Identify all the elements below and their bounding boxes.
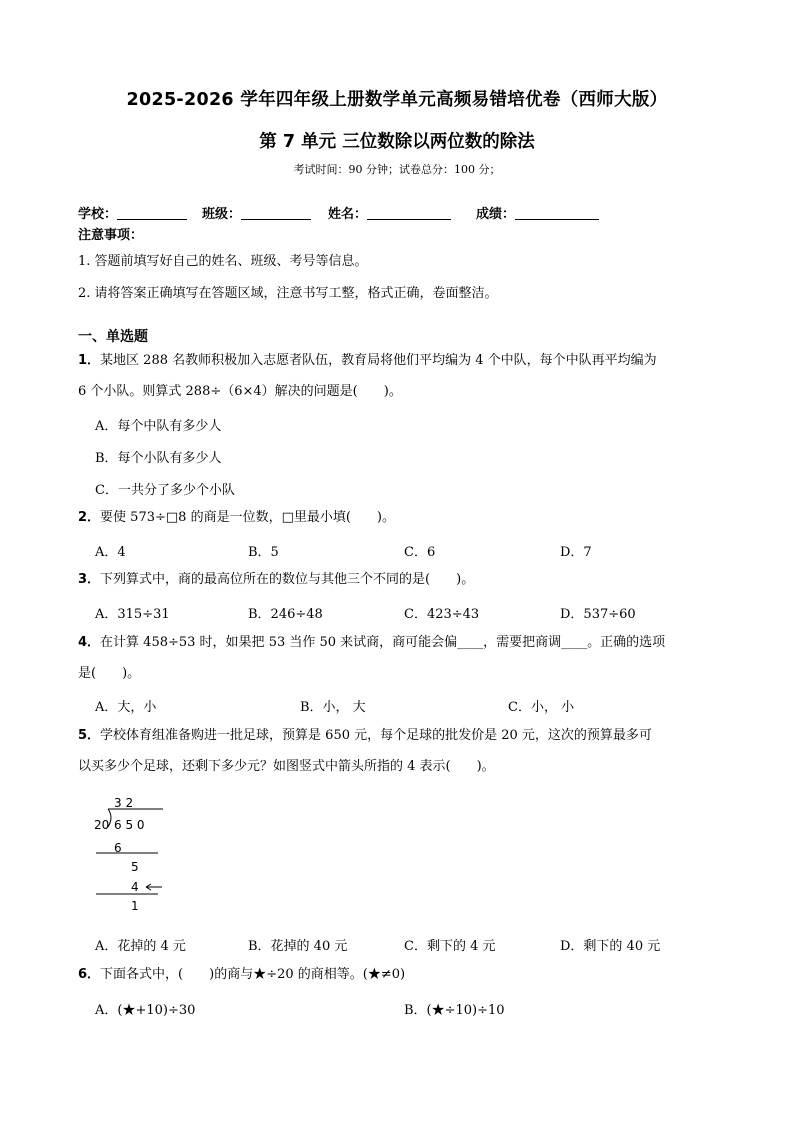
option-c[interactable]: C．小， 小 xyxy=(508,700,575,715)
class-label: 班级： xyxy=(202,207,242,222)
exam-info: 考试时间：90 分钟；试卷总分：100 分； xyxy=(293,163,501,176)
question-3-line1 xyxy=(78,564,474,595)
question-4-line1 xyxy=(78,627,665,658)
option-a[interactable]: A．(★+10)÷30 xyxy=(95,1003,196,1018)
name-blank[interactable] xyxy=(367,207,451,220)
option-a[interactable]: A．花掉的 4 元 xyxy=(95,939,186,954)
score-field[interactable] xyxy=(476,203,599,222)
option-c[interactable]: C．423÷43 xyxy=(404,607,480,622)
question-number: 6． xyxy=(78,967,101,982)
step-value: 5 xyxy=(131,860,139,874)
score-label: 成绩： xyxy=(476,207,516,222)
class-blank[interactable] xyxy=(241,207,311,220)
school-field[interactable] xyxy=(78,203,187,222)
option-a[interactable]: A．4 xyxy=(95,545,126,560)
question-4-line2: 是( )。 xyxy=(78,666,141,681)
unit-title: 第 7 单元 三位数除以两位数的除法 xyxy=(259,132,535,152)
option-c[interactable]: C．剩下的 4 元 xyxy=(404,939,496,954)
note-item: 2. 请将答案正确填写在答题区域，注意书写工整，格式正确，卷面整洁。 xyxy=(78,286,498,301)
question-text: 学校体育组准备购进一批足球，预算是 650 元，每个足球的批发价是 20 元，这次的预算最多可 xyxy=(100,728,652,743)
option-b[interactable]: B．花掉的 40 元 xyxy=(248,939,348,954)
question-number: 4． xyxy=(78,635,101,650)
class-field[interactable] xyxy=(202,203,311,222)
section-title: 一、单选题 xyxy=(78,329,148,345)
dividend: 6 5 0 xyxy=(114,818,145,832)
option-b[interactable]: B．5 xyxy=(248,545,279,560)
question-number: 3． xyxy=(78,572,101,587)
question-number: 5． xyxy=(78,728,101,743)
option-b[interactable]: B．(★÷10)÷10 xyxy=(404,1003,505,1018)
remainder: 1 xyxy=(131,899,139,913)
option-b[interactable]: B．246÷48 xyxy=(248,607,323,622)
question-1-line2: 6 个小队。则算式 288÷（6×4）解决的问题是( )。 xyxy=(78,384,402,399)
option-d[interactable]: D．7 xyxy=(560,545,592,560)
score-blank[interactable] xyxy=(515,207,599,220)
question-number: 1． xyxy=(78,353,101,368)
quotient: 3 2 xyxy=(114,796,134,810)
exam-title: 2025-2026 学年四年级上册数学单元高频易错培优卷（西师大版） xyxy=(126,90,668,110)
option-c[interactable]: C．6 xyxy=(404,545,436,560)
long-division-figure xyxy=(88,793,178,919)
question-5-line2: 以买多少个足球，还剩下多少元？如图竖式中箭头所指的 4 表示( )。 xyxy=(78,759,495,774)
option-c[interactable]: C．一共分了多少个小队 xyxy=(95,483,235,498)
divisor: 20 xyxy=(94,818,110,832)
name-label: 姓名： xyxy=(328,207,368,222)
step-value: 6 xyxy=(114,841,122,855)
question-text: 下面各式中，( )的商与★÷20 的商相等。(★≠0) xyxy=(100,967,406,982)
question-text: 要使 573÷□8 的商是一位数，□里最小填( )。 xyxy=(100,510,395,525)
question-2-line1 xyxy=(78,502,395,533)
option-a[interactable]: A．315÷31 xyxy=(95,607,170,622)
question-6-line1 xyxy=(78,959,405,990)
question-text: 在计算 458÷53 时，如果把 53 当作 50 来试商，商可能会偏____，需要把商调____。正确的选项 xyxy=(100,635,666,650)
question-text: 某地区 288 名教师积极加入志愿者队伍，教育局将他们平均编为 4 个中队，每个中队再平均编为 xyxy=(100,353,657,368)
option-b[interactable]: B．每个小队有多少人 xyxy=(95,451,222,466)
notes-title: 注意事项： xyxy=(78,228,144,243)
option-a[interactable]: A．大，小 xyxy=(95,700,157,715)
arrow-target-value: 4 xyxy=(131,880,139,894)
name-field[interactable] xyxy=(328,203,451,222)
option-b[interactable]: B．小， 大 xyxy=(300,700,366,715)
question-number: 2． xyxy=(78,510,101,525)
note-item: 1. 答题前填写好自己的姓名、班级、考号等信息。 xyxy=(78,254,368,269)
option-d[interactable]: D．537÷60 xyxy=(560,607,636,622)
school-label: 学校： xyxy=(78,207,118,222)
school-blank[interactable] xyxy=(117,207,187,220)
option-d[interactable]: D．剩下的 40 元 xyxy=(560,939,661,954)
question-text: 下列算式中，商的最高位所在的数位与其他三个不同的是( )。 xyxy=(100,572,475,587)
question-1-line1 xyxy=(78,345,657,376)
question-5-line1 xyxy=(78,720,652,751)
option-a[interactable]: A．每个中队有多少人 xyxy=(95,419,222,434)
